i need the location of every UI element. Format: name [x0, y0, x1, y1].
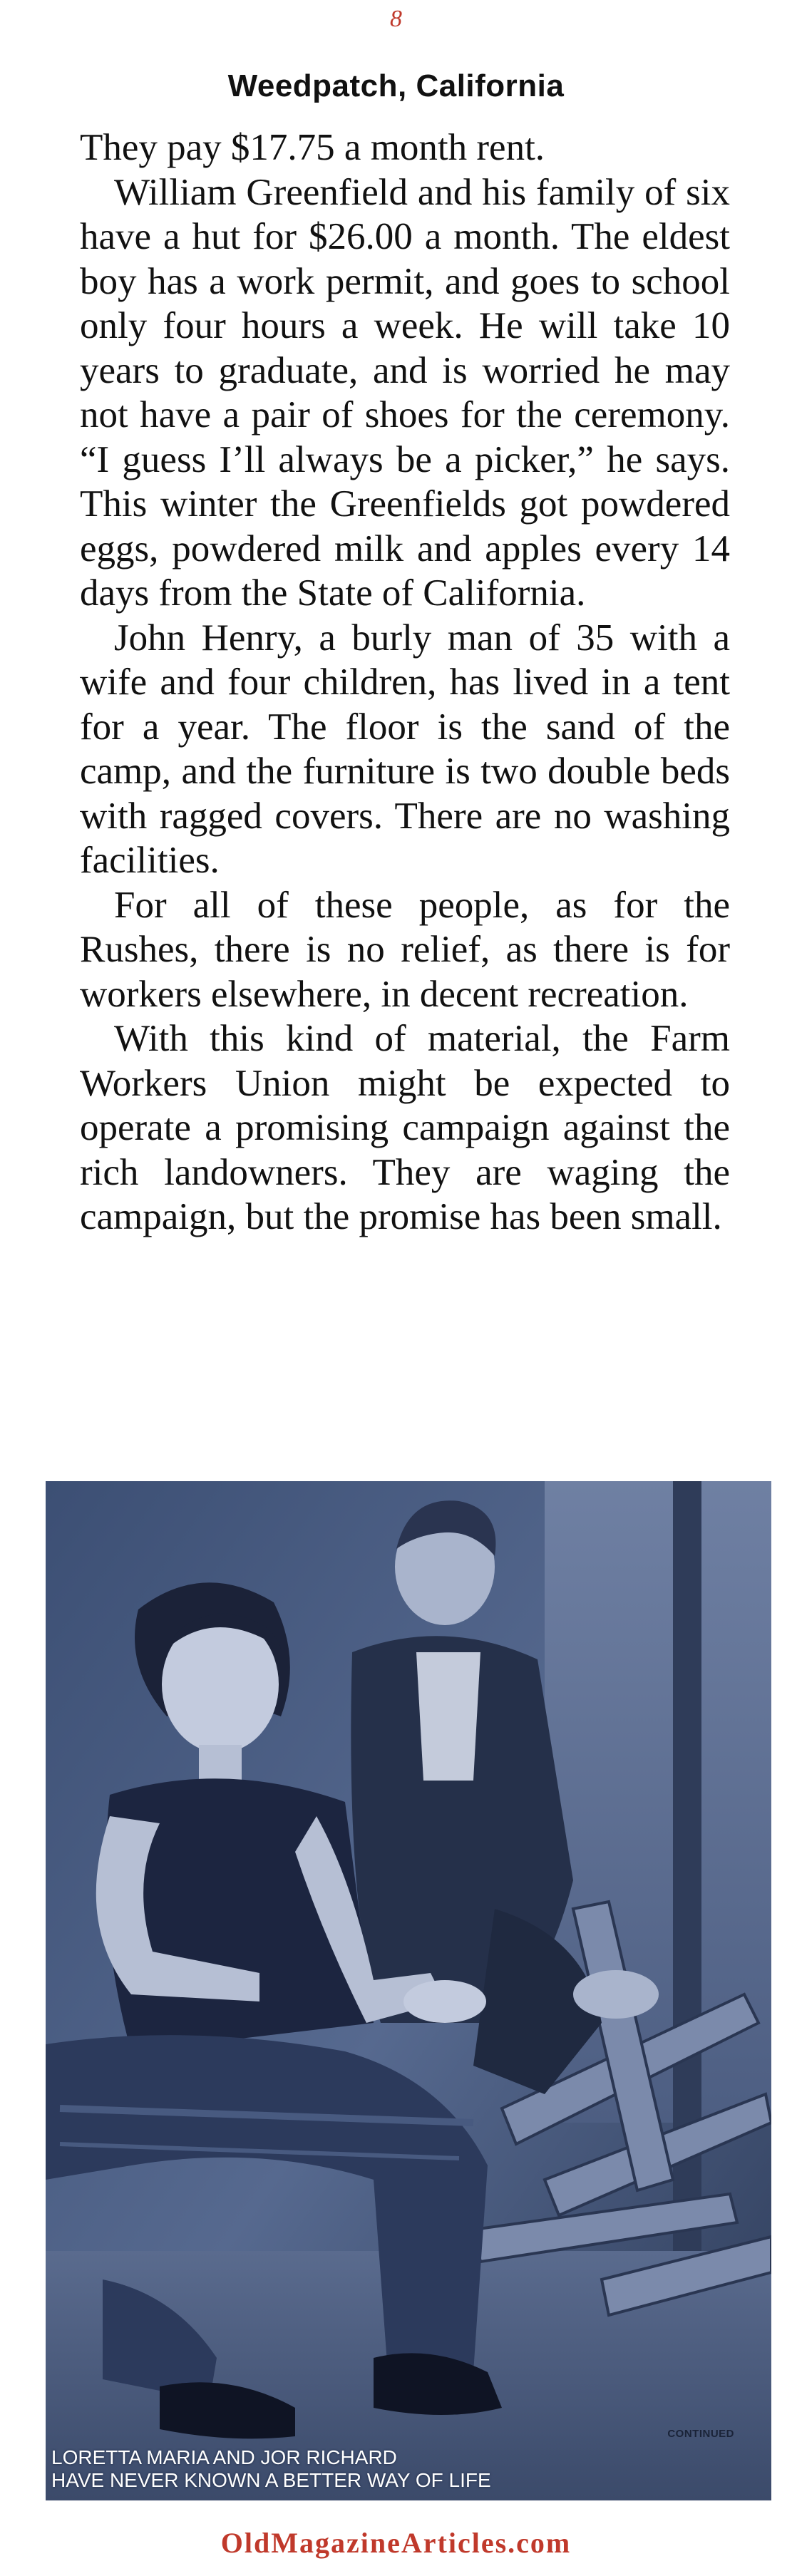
photo-illustration	[46, 1481, 771, 2500]
article-photo	[46, 1481, 771, 2500]
article-paragraph: John Henry, a burly man of 35 with a wife and four children, has lived in a tent for a year. The floor is the sand of the camp, and the furniture is two double beds with ragged covers. There are no washing facilities.	[80, 617, 730, 881]
photo-caption	[51, 2446, 491, 2492]
article-paragraph: For all of these people, as for the Rushes, there is no relief, as there is for workers elsewhere, in decent recreation.	[80, 884, 730, 1015]
article-paragraph: William Greenfield and his family of six have a hut for $26.00 a month. The eldest boy has a work permit, and goes to school only four hours a week. He will take 10 years to graduate, and is worried he may not have a pair of shoes for the ceremony. “I guess I’ll always be a picker,” he says. This winter the Greenfields got powdered eggs, powdered milk and apples every 14 days from the State of California.	[80, 171, 730, 614]
article-headline: Weedpatch, California	[227, 68, 565, 103]
photo-caption-line: LORETTA MARIA AND JOR RICHARD	[51, 2446, 397, 2468]
article-paragraph: They pay $17.75 a month rent.	[80, 127, 545, 168]
article-paragraph: With this kind of material, the Farm Workers Union might be expected to operate a promising campaign against the rich landowners. They are waging the campaign, but the promise has been small.	[80, 1018, 730, 1237]
continued-label: CONTINUED	[667, 2428, 734, 2440]
page-number: 8	[390, 6, 402, 32]
photo-caption-line: HAVE NEVER KNOWN A BETTER WAY OF LIFE	[51, 2469, 491, 2491]
article-body	[80, 125, 730, 1240]
site-footer: OldMagazineArticles.com	[220, 2527, 572, 2559]
